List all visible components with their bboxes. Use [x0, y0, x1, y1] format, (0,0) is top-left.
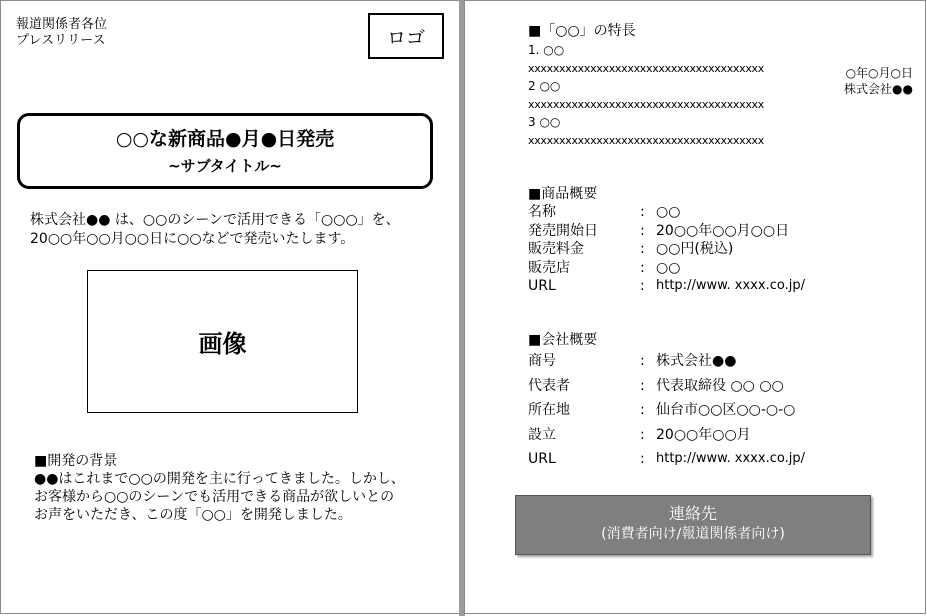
feature-text: xxxxxxxxxxxxxxxxxxxxxxxxxxxxxxxxxxxxxx [528, 134, 764, 147]
feature-label: 1. ○○ [528, 43, 565, 57]
intro-line: 20○○年○○月○○日に○○などで発売いたします。 [30, 231, 355, 247]
press-release-label: プレスリリース [16, 33, 106, 48]
info-row [528, 240, 908, 259]
info-row [528, 374, 908, 399]
info-row [528, 222, 908, 241]
info-row [528, 259, 908, 278]
info-separator: : [640, 402, 645, 418]
info-separator: : [640, 353, 645, 369]
info-separator: : [640, 259, 645, 276]
info-row [528, 423, 908, 448]
feature-text: xxxxxxxxxxxxxxxxxxxxxxxxxxxxxxxxxxxxxx [528, 98, 764, 111]
background-line: お客様から○○のシーンでも活用できる商品が欲しいとの [34, 489, 395, 505]
recipient-line: 報道関係者各位 [16, 17, 108, 32]
info-separator: : [640, 222, 645, 239]
info-row [528, 447, 908, 472]
info-row [528, 398, 908, 423]
contact-button[interactable] [515, 495, 871, 555]
info-separator: : [640, 241, 645, 257]
company-url[interactable]: http://www. xxxx.co.jp/ [656, 451, 805, 466]
info-label: 設立 [528, 426, 556, 443]
info-value: 20○○年○○月 [656, 426, 751, 443]
info-row [528, 349, 908, 374]
info-separator: : [640, 204, 645, 220]
info-separator: : [640, 377, 645, 394]
info-label: 名称 [528, 204, 556, 220]
section-heading: ■会社概要 [528, 332, 598, 348]
info-value: 20○○年○○月○○日 [656, 222, 790, 239]
info-value: 仙台市○○区○○-○-○ [656, 402, 796, 418]
section-heading: ■開発の背景 [34, 453, 118, 469]
product-overview-section [528, 185, 908, 296]
logo-placeholder: ロゴ [368, 13, 444, 59]
intro-paragraph [30, 211, 450, 249]
title-box [17, 113, 433, 189]
main-title: ○○な新商品●月●日発売 [115, 128, 335, 150]
intro-line: 株式会社●● は、○○のシーンで活用できる「○○○」を、 [30, 212, 400, 228]
info-separator: : [640, 278, 645, 294]
info-label: 販売料金 [528, 241, 584, 257]
features-section [528, 22, 908, 148]
info-row [528, 203, 908, 222]
feature-text: xxxxxxxxxxxxxxxxxxxxxxxxxxxxxxxxxxxxxx [528, 62, 764, 75]
background-line: ●●はこれまで○○の開発を主に行ってきました。しかし、 [34, 471, 405, 487]
info-label: 代表者 [528, 377, 570, 394]
info-label: 発売開始日 [528, 222, 598, 239]
recipient-block [16, 17, 107, 49]
info-separator: : [640, 451, 645, 467]
contact-subtitle: (消費者向け/報道関係者向け) [601, 526, 785, 542]
info-label: 商号 [528, 353, 556, 369]
info-value: ○○ [656, 204, 681, 220]
info-label: 販売店 [528, 259, 570, 276]
feature-label: 2 ○○ [528, 79, 561, 93]
section-heading: ■「○○」の特長 [528, 23, 636, 39]
image-placeholder: 画像 [87, 270, 358, 413]
company-name: 株式会社●● [844, 82, 913, 96]
sub-title: ~サブタイトル~ [168, 157, 282, 175]
info-value: 代表取締役 ○○ ○○ [656, 377, 784, 394]
info-value: ○○円(税込) [656, 241, 734, 257]
info-row [528, 277, 908, 296]
release-date: ○年○月○日 [845, 66, 913, 80]
info-label: 所在地 [528, 402, 570, 418]
contact-title: 連絡先 [668, 504, 717, 523]
info-value: ○○ [656, 259, 681, 276]
background-line: お声をいただき、この度「○○」を開発しました。 [34, 507, 352, 523]
product-url[interactable]: http://www. xxxx.co.jp/ [656, 278, 805, 293]
section-heading: ■商品概要 [528, 186, 598, 202]
feature-label: 3 ○○ [528, 115, 561, 129]
info-value: 株式会社●● [656, 353, 737, 369]
info-label: URL [528, 451, 556, 467]
info-separator: : [640, 426, 645, 443]
company-overview-section [528, 331, 908, 472]
development-background-section [34, 452, 454, 524]
info-label: URL [528, 278, 556, 294]
